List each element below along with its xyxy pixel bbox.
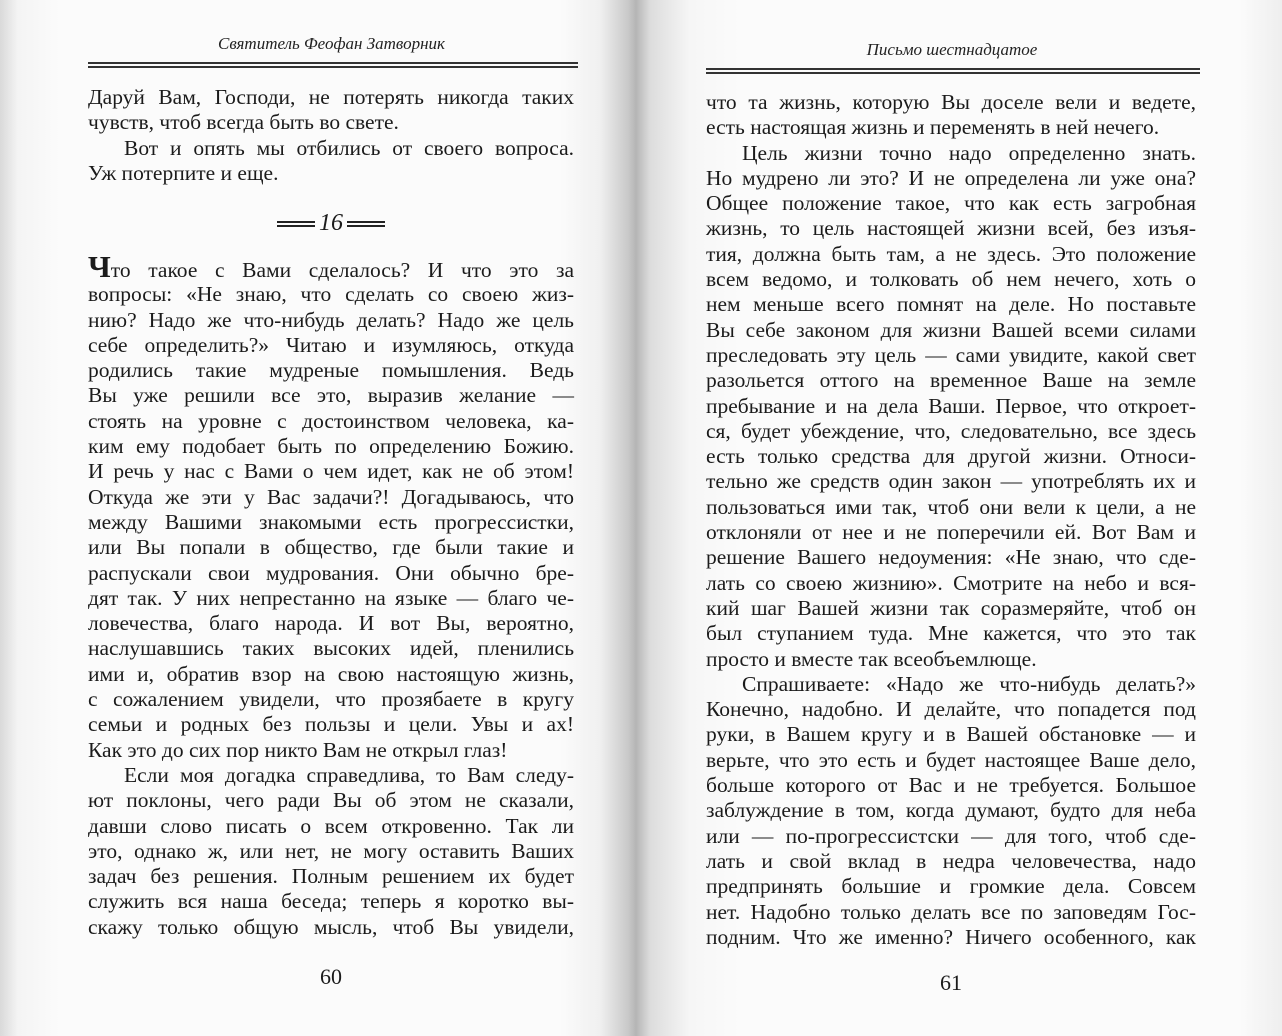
text-line <box>88 535 574 560</box>
text-line <box>88 282 574 307</box>
text-line-content: ют поклоны, чего ради Вы об этом не сказали, <box>88 788 574 813</box>
text-line <box>88 662 574 687</box>
text-line <box>706 773 1196 798</box>
text-line-content: подним. Что же именно? Ничего особенного, как <box>706 924 1196 949</box>
running-head: Святитель Феофан Затворник <box>218 34 445 53</box>
text-line <box>706 824 1196 849</box>
text-line <box>706 798 1196 823</box>
text-line-content: Спрашиваете: «Надо же что-нибудь делать?» <box>742 671 1196 696</box>
text-line <box>706 621 1196 646</box>
text-line <box>88 814 574 839</box>
text-line-content: Цель жизни точно надо определенно знать. <box>742 140 1196 165</box>
text-line <box>88 434 574 459</box>
text-line <box>88 249 574 284</box>
text-line <box>88 788 574 813</box>
text-line <box>88 915 574 940</box>
text-line <box>706 647 1196 672</box>
text-line-content: кий шаг Вашей жизни так соразмеряйте, чтоб он <box>706 595 1196 620</box>
text-line-content: Откуда же эти у Вас задачи?! Догадываюсь, что <box>88 484 574 509</box>
decorative-bar <box>277 221 315 227</box>
text-line-content: Вы себе законом для жизни Вашей всеми силами <box>706 317 1196 342</box>
running-head: Письмо шестнадцатое <box>866 40 1038 59</box>
text-line-content: просто и вместе так всеобъемлюще. <box>706 646 1037 671</box>
text-line <box>88 561 574 586</box>
text-line <box>88 161 574 186</box>
decorative-bar <box>347 221 385 227</box>
header-rule <box>706 68 1200 73</box>
text-line-content: больше которого от Вас и не требуется. Большое <box>706 773 1196 798</box>
text-line <box>88 611 574 636</box>
text-line-content: задач без решения. Полным решением их будет <box>88 864 574 889</box>
text-line <box>706 191 1196 216</box>
text-line-content: пользоваться ими так, чтоб они вели к цели, а не <box>706 494 1196 519</box>
text-line-content: лать и свой вклад в недра человечества, надо <box>706 848 1196 873</box>
right-page <box>640 0 1282 1036</box>
drop-cap: Ч <box>88 249 111 284</box>
text-line-content: Уж потерпите и еще. <box>88 160 279 185</box>
text-line-content: нем меньше всего помнят на деле. Но поставьте <box>706 292 1196 317</box>
text-line-content: стоять на уровне с достоинством человека, ка- <box>88 408 574 433</box>
text-line <box>706 849 1196 874</box>
text-line-content: с сожалением увидели, что прозябаете в кругу <box>88 687 574 712</box>
text-line-content: дят так. У них непрестанно на языке — благо че- <box>88 585 574 610</box>
text-line-content: что та жизнь, которую Вы доселе вели и ведете, <box>706 90 1196 114</box>
text-line-content: отклоняли от нее и не поперечили ей. Вот Вам и <box>706 520 1196 545</box>
text-line <box>88 510 574 535</box>
text-line <box>88 136 574 161</box>
text-line <box>706 419 1196 444</box>
text-line <box>706 697 1196 722</box>
text-line-content: распускали свои мудрования. Они обычно бре- <box>88 560 574 585</box>
text-line <box>88 85 574 110</box>
text-line <box>706 672 1196 697</box>
text-line <box>706 469 1196 494</box>
text-line <box>88 459 574 484</box>
text-line <box>706 267 1196 292</box>
text-line <box>706 444 1196 469</box>
section-number-text: 16 <box>319 210 343 236</box>
text-line-content: или Вы попали в общество, где были такие и <box>88 535 574 560</box>
text-line <box>88 383 574 408</box>
text-line <box>706 874 1196 899</box>
text-line-content: пребывание и на дела Ваши. Первое, что откроет- <box>706 393 1196 418</box>
text-line <box>88 485 574 510</box>
text-line <box>88 738 574 763</box>
text-line-content: Если моя догадка справедлива, то Вам следу- <box>124 762 574 787</box>
text-line <box>88 409 574 434</box>
text-line-content: вопросы: «Не знаю, что сделать со своею жиз- <box>88 282 574 307</box>
text-line <box>88 763 574 788</box>
text-line-content: преследовать эту цель — сами увидите, какой свет <box>706 342 1196 367</box>
text-line <box>706 596 1196 621</box>
left-page <box>0 0 640 1036</box>
text-line-content: Вы уже решили все это, выразив желание — <box>88 383 574 408</box>
text-line <box>88 889 574 914</box>
text-line-content: скажу только общую мысль, чтоб Вы увидели, <box>88 914 574 939</box>
text-line-content: был ступанием туда. Мне кажется, что это так <box>706 621 1196 646</box>
page-number: 61 <box>940 970 962 995</box>
text-line <box>88 586 574 611</box>
text-line-content: наслушавшись таких высоких идей, пленились <box>88 636 574 661</box>
text-line-content: есть только средства для другой жизни. Относи- <box>706 444 1196 469</box>
section-number <box>88 210 574 237</box>
text-line <box>88 110 574 135</box>
text-line-content: Как это до сих пор никто Вам не открыл глаз! <box>88 737 508 762</box>
text-line <box>706 90 1196 115</box>
text-line-content: ловечества, благо народа. И вот Вы, вероятно, <box>88 611 574 636</box>
text-line <box>88 712 574 737</box>
text-line-content: чувств, чтоб всегда быть во свете. <box>88 110 399 135</box>
text-line <box>706 520 1196 545</box>
text-line-content: всем ведомо, и толковать об нем нечего, хоть о <box>706 267 1196 292</box>
text-line <box>706 722 1196 747</box>
body-text <box>88 249 574 940</box>
text-line <box>88 864 574 889</box>
text-line-content: решение Вашего недоумения: «Не знаю, что сде- <box>706 545 1196 570</box>
text-line-content: предпринять большие и громкие дела. Совсем <box>706 874 1196 899</box>
text-line <box>88 687 574 712</box>
text-line <box>706 900 1196 925</box>
text-line <box>706 571 1196 596</box>
text-line-content: тельно же средств один закон — употреблять их и <box>706 469 1196 494</box>
text-line <box>88 839 574 864</box>
text-line <box>706 292 1196 317</box>
text-line <box>706 368 1196 393</box>
text-line-content: нет. Надобно только делать все по заповедям Гос- <box>706 899 1196 924</box>
body-text <box>706 90 1196 950</box>
text-line <box>88 333 574 358</box>
text-line <box>706 748 1196 773</box>
text-line-content: заблуждение в том, когда думают, будто для неба <box>706 798 1196 823</box>
text-line <box>706 545 1196 570</box>
text-line-content: лать со своею жизнию». Смотрите на небо и вся- <box>706 570 1196 595</box>
text-line-content: ся, будет убеждение, что, следовательно, все здесь <box>706 418 1196 443</box>
text-line <box>706 495 1196 520</box>
text-line <box>706 925 1196 950</box>
text-line-content: Вот и опять мы отбились от своего вопроса. <box>124 135 574 160</box>
text-line-content: родились такие мудреные помышления. Ведь <box>88 358 574 383</box>
text-line-content: между Вашими знакомыми есть прогрессистки, <box>88 509 574 534</box>
text-line-content: нию? Надо же что-нибудь делать? Надо же цель <box>88 307 574 332</box>
text-line-content: служить вся наша беседа; теперь я коротко вы- <box>88 889 574 914</box>
text-line-content: верьте, что это есть и будет настоящее Ваше дело, <box>706 747 1196 772</box>
text-line <box>706 115 1196 140</box>
text-line-content: жизнь, то цель настоящей жизни всей, без изъя- <box>706 216 1196 241</box>
text-line <box>706 343 1196 368</box>
text-line-content: руки, в Вашем кругу и в Вашей обстановке — и <box>706 722 1196 747</box>
text-line-content: это, однако ж, или нет, не могу оставить Ваших <box>88 838 574 863</box>
text-line <box>88 358 574 383</box>
text-line-content: себе определить?» Читаю и изумляюсь, откуда <box>88 332 574 357</box>
text-line-content: тия, должна быть там, а не здесь. Это положение <box>706 241 1196 266</box>
text-line-content: разольется оттого на временное Ваше на земле <box>706 368 1196 393</box>
text-line <box>706 242 1196 267</box>
text-line-content: есть настоящая жизнь и переменять в ней нечего. <box>706 115 1160 140</box>
text-line-content: Общее положение такое, что как есть загробная <box>706 191 1196 216</box>
text-line <box>706 166 1196 191</box>
text-line <box>706 318 1196 343</box>
intro-text <box>88 85 574 186</box>
text-line <box>706 216 1196 241</box>
text-line <box>88 636 574 661</box>
text-line-content: И речь у нас с Вами о чем идет, как не об этом! <box>88 459 574 484</box>
page-number: 60 <box>320 964 342 989</box>
text-line <box>706 141 1196 166</box>
text-line-content: семьи и родных без пользы и цели. Увы и ах! <box>88 712 574 737</box>
text-line-content: Но мудрено ли это? И не определена ли уже она? <box>706 165 1196 190</box>
text-line <box>88 308 574 333</box>
text-line-content: ким ему подобает быть по определению Божию. <box>88 434 574 459</box>
header-rule <box>88 62 578 67</box>
text-line-content: то такое с Вами сделалось? И что это за <box>110 258 574 282</box>
text-line <box>706 394 1196 419</box>
text-line-content: ими и, обратив взор на свою настоящую жизнь, <box>88 661 574 686</box>
text-line-content: Конечно, надобно. И делайте, что попадется под <box>706 697 1196 722</box>
text-line-content: давши слово писать о всем откровенно. Так ли <box>88 813 574 838</box>
text-line-content: Даруй Вам, Господи, не потерять никогда таких <box>88 85 574 109</box>
text-line-content: или — по-прогрессистски — для того, чтоб сде- <box>706 823 1196 848</box>
